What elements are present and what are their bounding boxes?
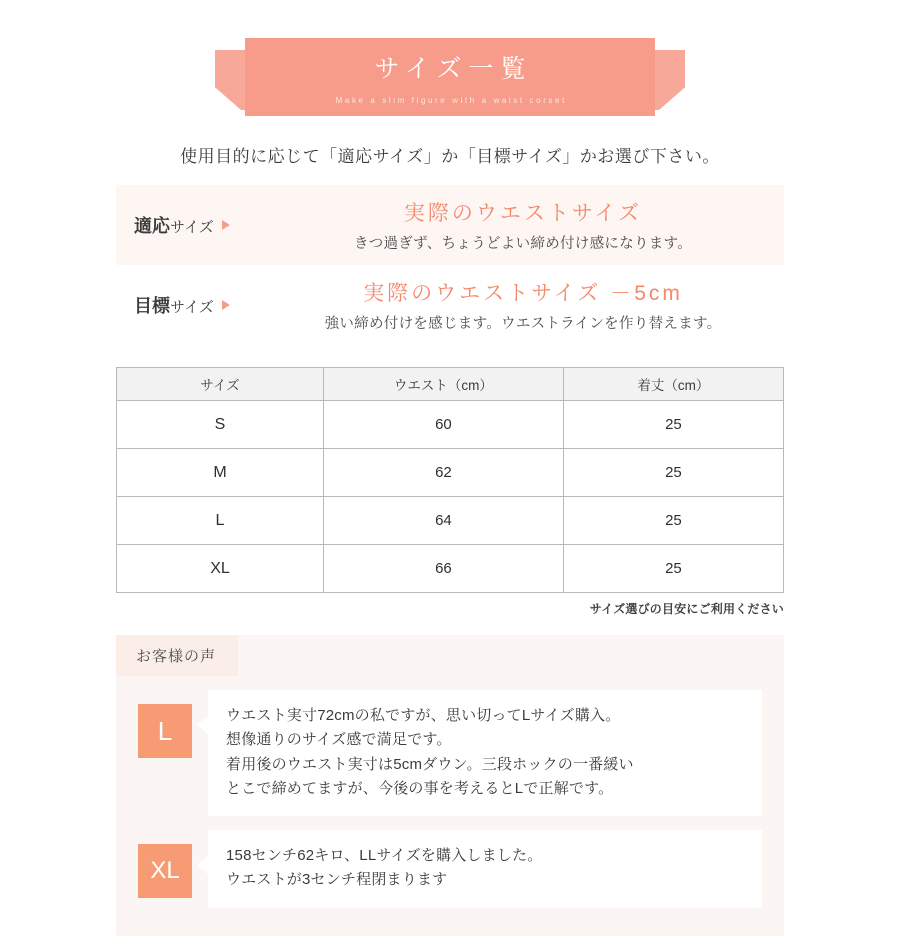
guide-label-fit-rest: サイズ — [170, 219, 214, 236]
table-header-length: 着丈（cm） — [563, 368, 783, 401]
review-line: ウエストが3センチ程閉まります — [226, 871, 448, 889]
guide-label-target-strong: 目標 — [134, 296, 170, 316]
table-row — [117, 497, 784, 545]
arrow-right-icon — [222, 220, 230, 230]
table-cell-length: 25 — [563, 449, 783, 497]
review-size-badge: XL — [138, 844, 192, 898]
guide-body-target — [262, 277, 784, 333]
table-cell-length: 25 — [563, 497, 783, 545]
reviews-tab-label: お客様の声 — [116, 635, 238, 676]
table-row — [117, 401, 784, 449]
review-line: 158センチ62キロ、LLサイズを購入しました。 — [226, 847, 543, 865]
table-cell-size: L — [117, 497, 324, 545]
review-bubble — [208, 690, 762, 816]
banner-title: サイズ一覧 — [374, 55, 533, 83]
review-size-badge: L — [138, 704, 192, 758]
guide-label-fit-strong: 適応 — [134, 216, 170, 236]
review-line: 着用後のウエスト実寸は5cmダウン。三段ホックの一番緩い — [226, 755, 634, 773]
review-bubble — [208, 830, 762, 908]
table-cell-size: XL — [117, 545, 324, 593]
table-cell-waist: 62 — [323, 449, 563, 497]
guide-desc-target: 強い締め付けを感じます。ウエストラインを作り替えます。 — [324, 316, 722, 332]
ribbon-banner — [215, 38, 685, 116]
review-line: とこで締めてますが、今後の事を考えるとLで正解です。 — [226, 779, 614, 797]
size-table — [116, 367, 784, 593]
review-item — [138, 690, 762, 816]
table-cell-size: S — [117, 401, 324, 449]
review-line: ウエスト実寸72cmの私ですが、思い切ってLサイズ購入。 — [226, 707, 621, 724]
size-table-wrap — [116, 367, 784, 617]
ribbon-body — [245, 38, 655, 116]
guide-body-fit — [262, 197, 784, 253]
table-header-row — [117, 368, 784, 401]
guide-desc-fit: きつ過ぎず、ちょうどよい締め付け感になります。 — [353, 236, 693, 252]
guide-label-target-rest: サイズ — [170, 299, 214, 316]
size-guide-block — [116, 185, 784, 345]
table-header-size: サイズ — [117, 368, 324, 401]
guide-row-target — [116, 265, 784, 345]
table-header-waist: ウエスト（cm） — [323, 368, 563, 401]
guide-label-fit — [134, 212, 262, 238]
lead-text: 使用目的に応じて「適応サイズ」か「目標サイズ」かお選び下さい。 — [180, 147, 720, 166]
arrow-right-icon — [222, 300, 230, 310]
table-cell-length: 25 — [563, 545, 783, 593]
reviews-panel — [116, 635, 784, 936]
table-row — [117, 545, 784, 593]
guide-head-target: 実際のウエストサイズ －5cm — [363, 282, 683, 305]
review-line: 想像通りのサイズ感で満足です。 — [226, 731, 452, 749]
guide-row-fit — [116, 185, 784, 265]
size-guide-page — [0, 38, 900, 938]
table-cell-waist: 66 — [323, 545, 563, 593]
table-cell-length: 25 — [563, 401, 783, 449]
banner-subtitle: Make a slim figure with a waist corset — [335, 96, 567, 105]
guide-head-fit: 実際のウエストサイズ — [403, 202, 643, 225]
table-cell-waist: 64 — [323, 497, 563, 545]
review-item — [138, 830, 762, 908]
table-cell-waist: 60 — [323, 401, 563, 449]
table-row — [117, 449, 784, 497]
guide-label-target — [134, 292, 262, 318]
table-note: サイズ選びの目安にご利用ください — [589, 602, 784, 616]
table-cell-size: M — [117, 449, 324, 497]
